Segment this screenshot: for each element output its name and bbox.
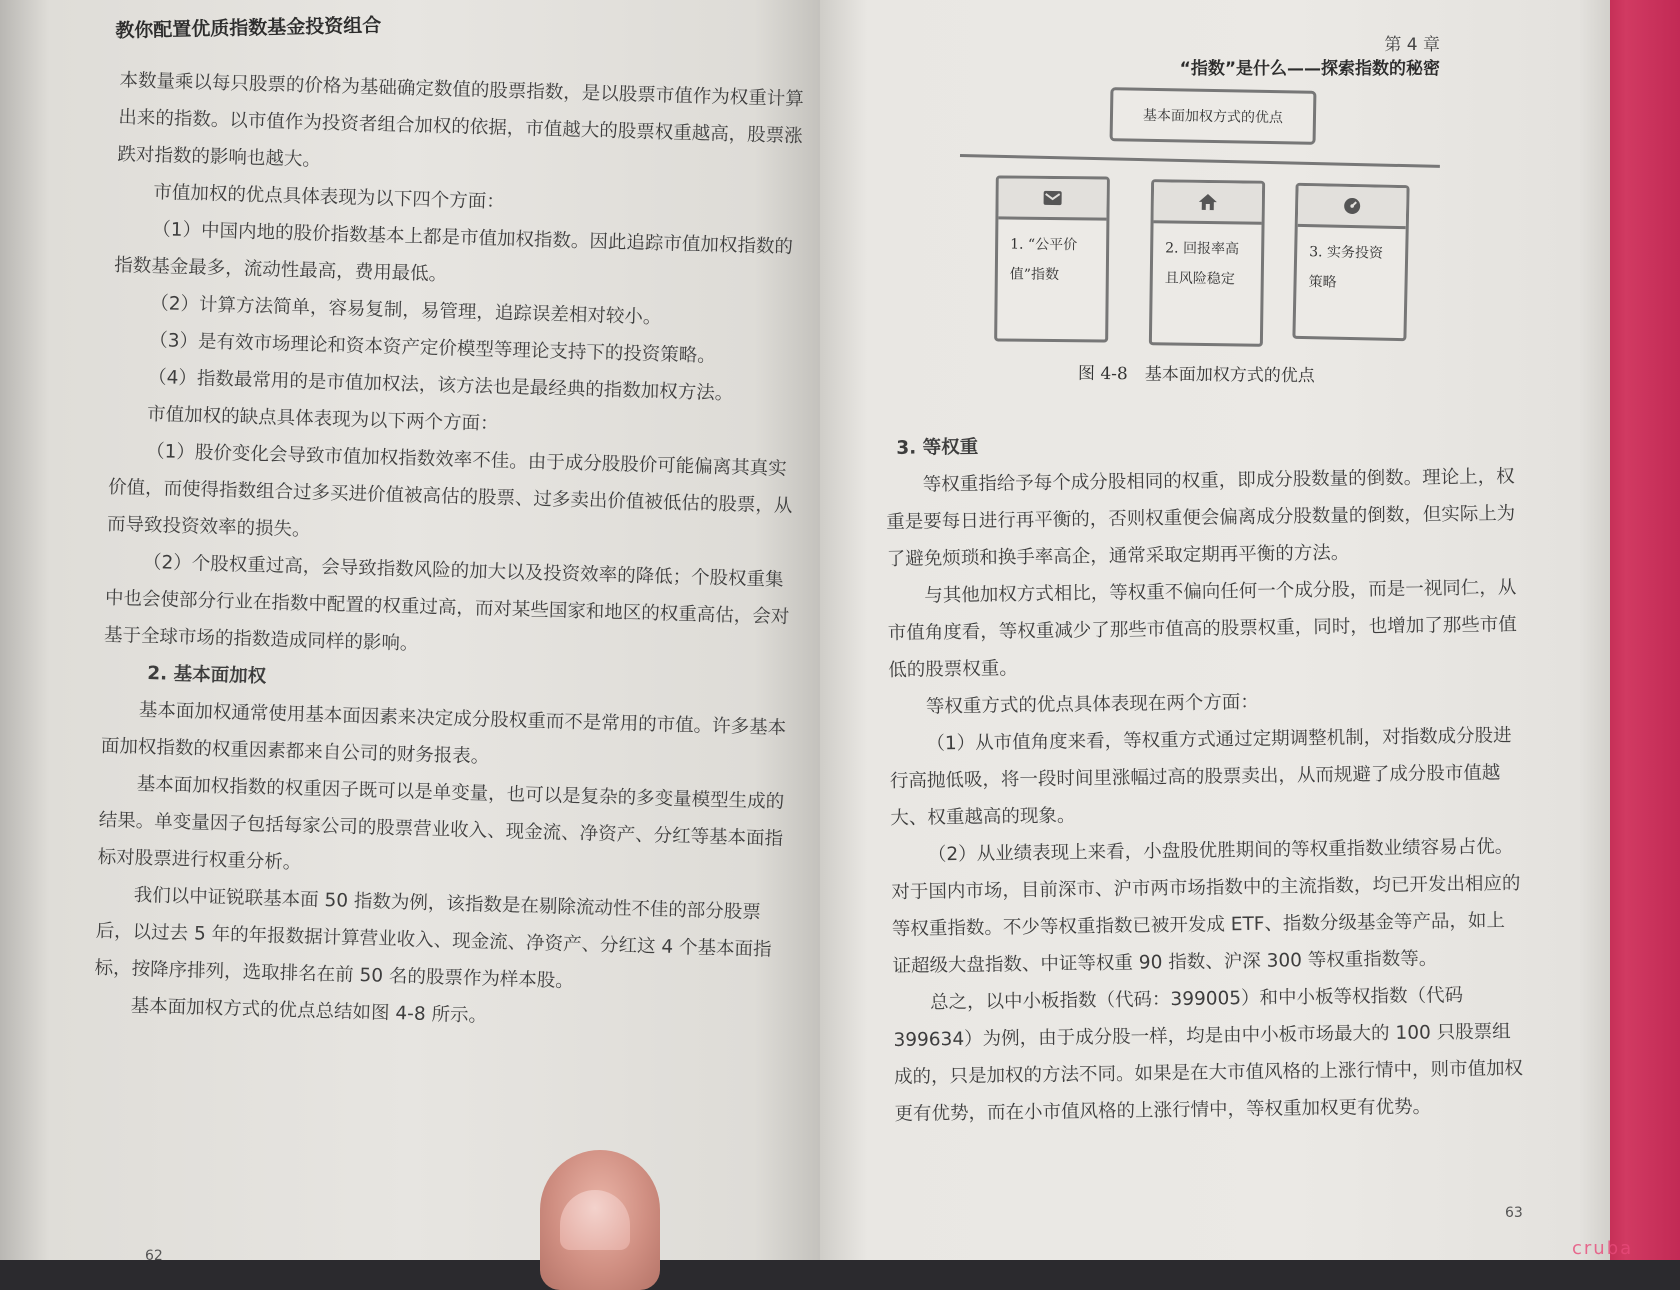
gauge-icon	[1342, 196, 1362, 216]
card-line: 且风险稳定	[1164, 270, 1235, 288]
list-item: （1）从市值角度来看，等权重方式通过定期调整机制，对指数成分股进行高抛低吸，将一段时间里涨幅过高的股票卖出，从而规避了成分股市值越大、权重越高的现象。	[889, 725, 1512, 829]
right-page-body	[885, 421, 1525, 1133]
card-line: 1. “公平价	[1010, 236, 1078, 254]
chapter-label: 第 4 章	[1384, 35, 1440, 55]
card-line: 2. 回报率高	[1165, 240, 1240, 258]
paragraph: 与其他加权方式相比，等权重不偏向任何一个成分股，而是一视同仁，从市值角度看，等权重减少了那些市值高的股票权重，同时，也增加了那些市值低的股票权重。	[887, 577, 1517, 681]
paragraph: 基本面加权通常使用基本面因素来决定成分股权重而不是常用的市值。许多基本面加权指数的权重因素都来自公司的财务报表。	[100, 699, 787, 768]
right-running-head: “指数”是什么——探索指数的秘密	[1179, 59, 1440, 79]
card-line: 3. 实务投资	[1309, 244, 1384, 262]
paragraph: 总之，以中小板指数（代码：399005）和中小板等权指数（代码 399634）为例，由于成分股一样，均是由中小板市场最大的 100 只股票组成的，只是加权的方法不同。如果是在大市值风格的上涨行情中，则市值加权更有优势，而在小市值风格的上涨行情中，等权重加权更有优势。	[893, 984, 1524, 1125]
section-heading: 3. 等权重	[896, 436, 979, 459]
paragraph: 我们以中证锐联基本面 50 指数为例，该指数是在剔除流动性不佳的部分股票后，以过去 5 年的年报数据计算营业收入、现金流、净资产、分红这 4 个基本面指标，按降序排列，选取排名在前 50 名的股票作为样本股。	[94, 884, 772, 993]
card-line: 策略	[1308, 274, 1337, 291]
paragraph: 基本面加权方式的优点总结如图 4-8 所示。	[130, 995, 488, 1027]
watermark: cruba	[1572, 1238, 1634, 1259]
figure-card	[994, 175, 1110, 342]
list-item: （2）计算方法简单，容易复制，易管理，追踪误差相对较小。	[149, 292, 662, 329]
paragraph: 基本面加权指数的权重因子既可以是单变量，也可以是复杂的多变量模型生成的结果。单变量因子包括每家公司的股票营业收入、现金流、净资产、分红等基本面指标对股票进行权重分析。	[97, 773, 785, 874]
figure-connector-line	[960, 154, 1440, 168]
figure-card	[1292, 183, 1409, 341]
left-page	[0, 0, 820, 1260]
paragraph: 等权重指给予每个成分股相同的权重，即成分股数量的倒数。理论上，权重是要每日进行再平衡的，否则权重便会偏离成分股数量的倒数，但实际上为了避免烦琐和换手率高企，通常采取定期再平衡的方法。	[886, 466, 1516, 570]
figure-title-box: 基本面加权方式的优点	[1110, 87, 1317, 145]
list-item: （2）从业绩表现上来看，小盘股优胜期间的等权重指数业绩容易占优。对于国内市场，目前深市、沪市两市场指数中的主流指数，均已开发出相应的等权重指数。不少等权重指数已被开发成 ETF、指数分级基金等产品，如上证超级大盘指数、中证等权重 90 指数、沪深 300 等权重指数等。	[891, 836, 1521, 977]
list-item: （1）中国内地的股价指数基本上都是市值加权指数。因此追踪市值加权指数的指数基金最多，流动性最高，费用最低。	[114, 218, 794, 286]
left-page-body	[93, 62, 810, 1043]
envelope-icon	[1043, 188, 1063, 208]
list-item: （3）是有效市场理论和资本资产定价模型等理论支持下的投资策略。	[148, 329, 717, 367]
paragraph: 市值加权的优点具体表现为以下四个方面：	[153, 181, 506, 213]
left-running-head: 教你配置优质指数基金投资组合	[115, 14, 382, 42]
paragraph: 本数量乘以每只股票的价格为基础确定数值的股票指数，是以股票市值作为权重计算出来的指数。以市值作为投资者组合加权的依据，市值越大的股票权重越高，股票涨跌对指数的影响也越大。	[117, 69, 805, 171]
figure-caption: 图 4-8 基本面加权方式的优点	[1077, 363, 1315, 387]
figure-card	[1149, 179, 1265, 347]
paragraph: 等权重方式的优点具体表现在两个方面：	[925, 691, 1260, 718]
left-page-number: 62	[145, 1248, 163, 1260]
right-page-number: 63	[1505, 1205, 1523, 1221]
list-item: （4）指数最常用的是市值加权法，该方法也是最经典的指数加权方法。	[147, 366, 734, 405]
card-line: 值”指数	[1009, 266, 1060, 284]
home-icon	[1198, 192, 1218, 212]
list-item: （2）个股权重过高，会导致指数风险的加大以及投资效率的降低；个股权重集中也会使部分行业在指数中配置的权重过高，而对某些国家和地区的权重高估，会对基于全球市场的指数造成同样的影响。	[103, 551, 790, 655]
section-heading: 2. 基本面加权	[147, 663, 267, 688]
list-item: （1）股价变化会导致市值加权指数效率不佳。由于成分股股价可能偏离其真实价值，而使得指数组合过多买进价值被高估的股票、过多卖出价值被低估的股票，从而导致投资效率的损失。	[106, 440, 793, 541]
figure-4-8	[960, 84, 1460, 387]
paragraph: 市值加权的缺点具体表现为以下两个方面：	[146, 403, 499, 435]
